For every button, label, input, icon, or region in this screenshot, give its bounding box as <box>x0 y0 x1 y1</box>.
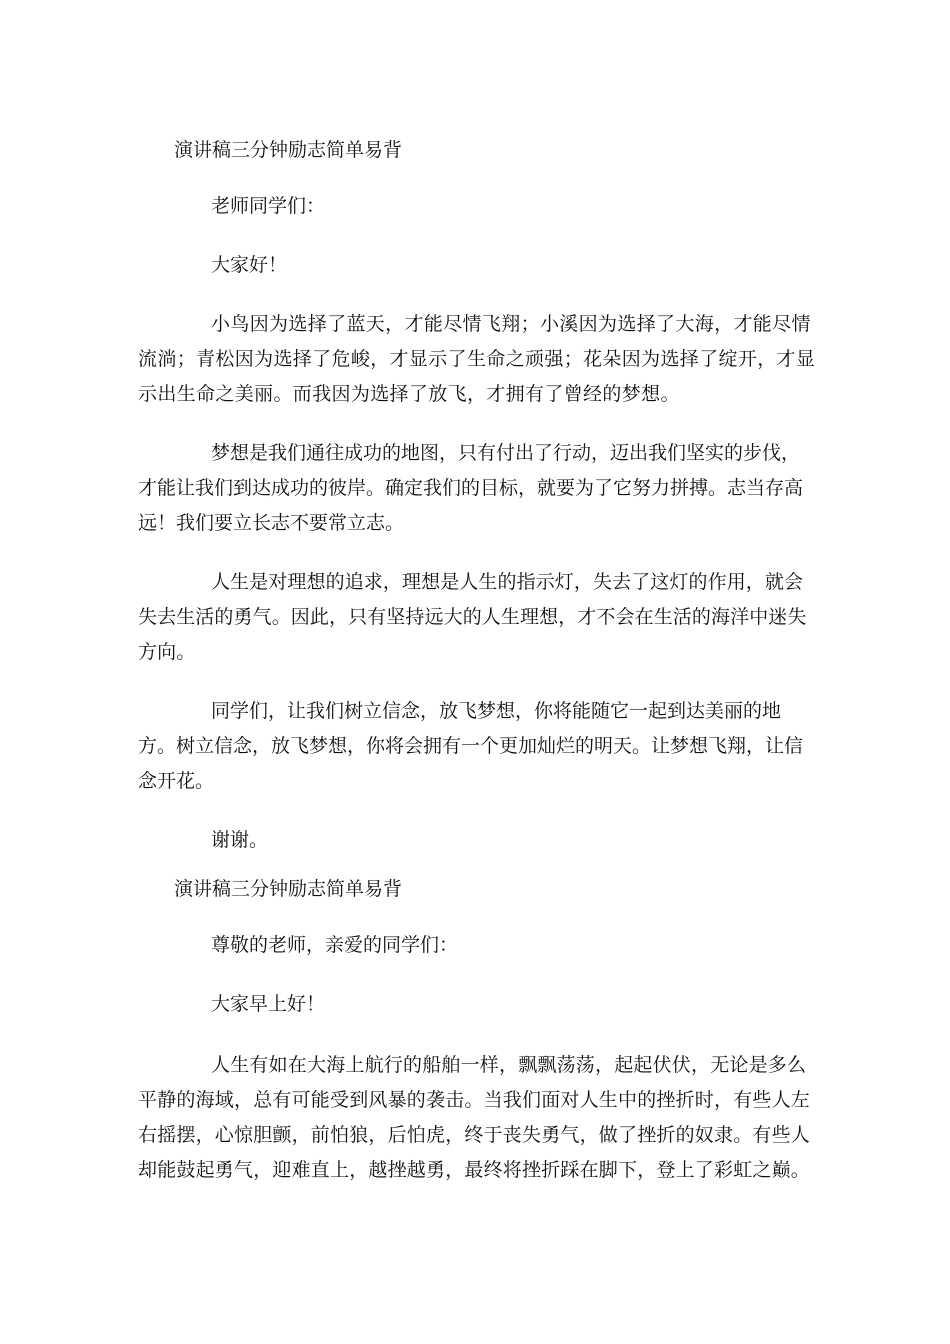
thanks-line: 谢谢。 <box>211 829 269 851</box>
paragraph-life-voyage: 人生有如在大海上航行的船舶一样，飘飘荡荡，起起伏伏，无论是多么平静的海域，总有可能受到风暴的袭击。当我们面对人生中的挫折时，有些人左右摇摆，心惊胆颤，前怕狼，后怕虎，终于丧失勇气，做了挫折的奴隶。有些人却能鼓起勇气，迎难直上，越挫越勇，最终将挫折踩在脚下，登上了彩虹之巅。 <box>138 1054 811 1181</box>
greeting-2: 大家早上好！ <box>211 993 326 1015</box>
paragraph-classmates: 同学们，让我们树立信念，放飞梦想，你将能随它一起到达美丽的地方。树立信念，放飞梦想，你将会拥有一个更加灿烂的明天。让梦想飞翔，让信念开花。 <box>138 700 804 792</box>
speech-title-1: 演讲稿三分钟励志简单易背 <box>174 139 403 161</box>
salutation-1: 老师同学们： <box>211 195 326 217</box>
paragraph-life-ideal: 人生是对理想的追求，理想是人生的指示灯，失去了这灯的作用，就会失去生活的勇气。因此，只有坚持远大的人生理想，才不会在生活的海洋中迷失方向。 <box>138 571 807 663</box>
paragraph-dream-map: 梦想是我们通往成功的地图，只有付出了行动，迈出我们坚实的步伐，才能让我们到达成功的彼岸。确定我们的目标，就要为了它努力拼搏。志当存高远！我们要立长志不要常立志。 <box>138 442 804 534</box>
greeting-1: 大家好！ <box>211 254 288 276</box>
speech-title-2: 演讲稿三分钟励志简单易背 <box>174 878 403 900</box>
salutation-2: 尊敬的老师，亲爱的同学们： <box>211 934 459 956</box>
document-page <box>138 133 818 1188</box>
paragraph-birds: 小鸟因为选择了蓝天，才能尽情飞翔；小溪因为选择了大海，才能尽情流淌；青松因为选择了危峻，才显示了生命之顽强；花朵因为选择了绽开，才显示出生命之美丽。而我因为选择了放飞，才拥有了曾经的梦想。 <box>138 313 816 405</box>
